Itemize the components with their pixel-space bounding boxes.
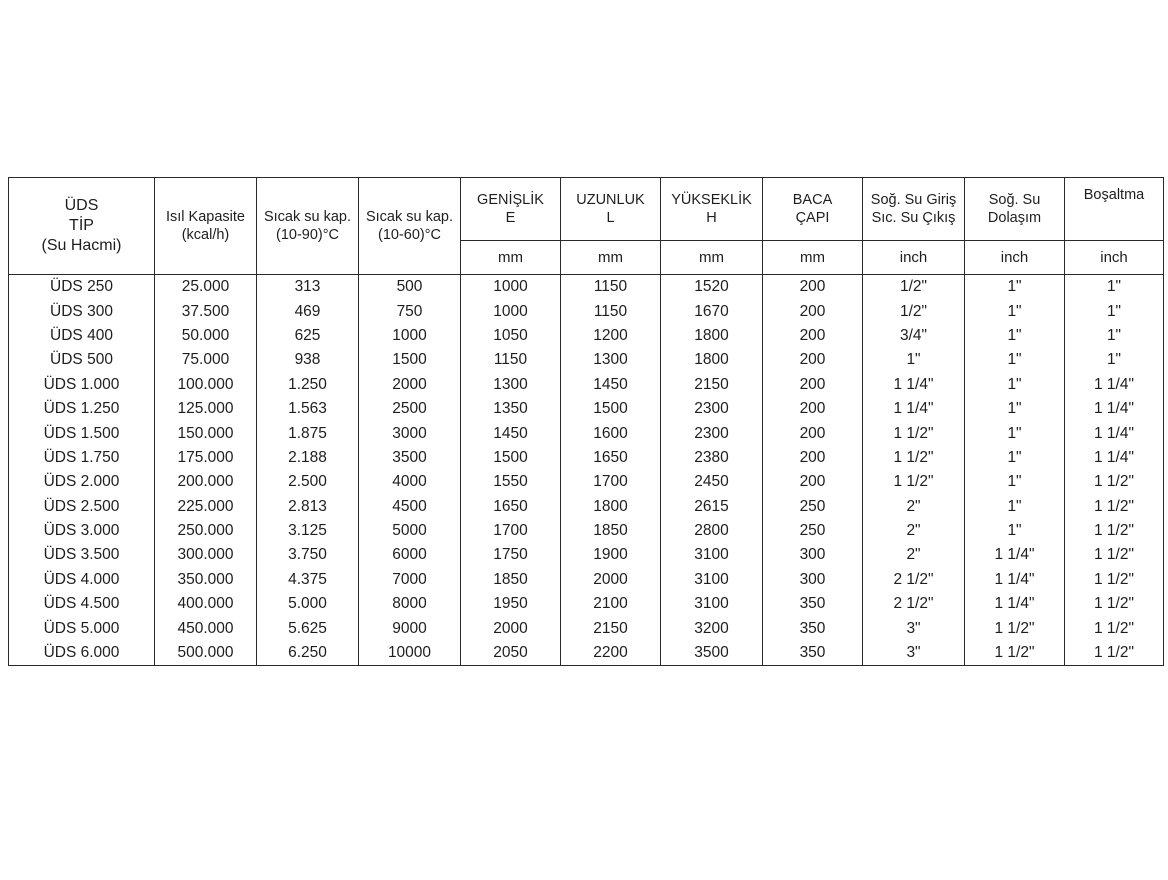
table-row: [9, 275, 1164, 300]
header-yukseklik-line1: YÜKSEKLİK: [671, 192, 752, 208]
cell-uzunluk: 2150: [561, 616, 661, 640]
cell-genislik: 1850: [461, 568, 561, 592]
cell-bosaltma: 1": [1065, 275, 1164, 300]
cell-sicak-60: 3500: [359, 446, 461, 470]
cell-uzunluk: 1850: [561, 519, 661, 543]
spec-table-container: [8, 177, 1163, 666]
cell-tip: ÜDS 3.500: [9, 543, 155, 567]
cell-baca: 200: [763, 299, 863, 323]
cell-sicak-90: 2.188: [257, 446, 359, 470]
table-row: [9, 616, 1164, 640]
table-row: [9, 421, 1164, 445]
header-baca-line1: BACA: [792, 192, 833, 208]
unit-bosaltma: inch: [1065, 241, 1164, 275]
header-baca-line2: ÇAPI: [795, 210, 830, 226]
cell-sicak-90: 2.500: [257, 470, 359, 494]
header-bosaltma-line1: Boşaltma: [1083, 187, 1145, 203]
cell-tip: ÜDS 1.250: [9, 397, 155, 421]
cell-uzunluk: 2200: [561, 641, 661, 666]
cell-dolasim: 1": [965, 470, 1065, 494]
cell-sicak-60: 7000: [359, 568, 461, 592]
cell-sicak-90: 1.875: [257, 421, 359, 445]
cell-uzunluk: 1700: [561, 470, 661, 494]
header-uzunluk: [561, 178, 661, 241]
cell-sicak-60: 10000: [359, 641, 461, 666]
cell-bosaltma: 1 1/2": [1065, 495, 1164, 519]
cell-sog-su: 2": [863, 495, 965, 519]
cell-sicak-90: 3.125: [257, 519, 359, 543]
cell-sicak-90: 2.813: [257, 495, 359, 519]
table-row: [9, 519, 1164, 543]
cell-tip: ÜDS 300: [9, 299, 155, 323]
table-row: [9, 568, 1164, 592]
cell-bosaltma: 1 1/2": [1065, 616, 1164, 640]
cell-kapasite: 300.000: [155, 543, 257, 567]
cell-genislik: 1650: [461, 495, 561, 519]
cell-sicak-90: 1.250: [257, 373, 359, 397]
cell-yukseklik: 2615: [661, 495, 763, 519]
cell-bosaltma: 1": [1065, 324, 1164, 348]
cell-kapasite: 250.000: [155, 519, 257, 543]
table-row: [9, 397, 1164, 421]
cell-sicak-60: 2500: [359, 397, 461, 421]
cell-uzunluk: 1150: [561, 299, 661, 323]
cell-dolasim: 1": [965, 421, 1065, 445]
cell-bosaltma: 1 1/2": [1065, 592, 1164, 616]
cell-dolasim: 1": [965, 299, 1065, 323]
cell-sicak-90: 4.375: [257, 568, 359, 592]
cell-sicak-90: 5.000: [257, 592, 359, 616]
cell-tip: ÜDS 250: [9, 275, 155, 300]
table-row: [9, 495, 1164, 519]
cell-baca: 300: [763, 568, 863, 592]
cell-sog-su: 3": [863, 616, 965, 640]
cell-yukseklik: 1520: [661, 275, 763, 300]
cell-sog-su: 1": [863, 348, 965, 372]
cell-tip: ÜDS 4.000: [9, 568, 155, 592]
header-genislik: [461, 178, 561, 241]
header-uzunluk-line2: L: [606, 210, 615, 226]
cell-kapasite: 150.000: [155, 421, 257, 445]
cell-dolasim: 1 1/2": [965, 616, 1065, 640]
cell-sicak-90: 625: [257, 324, 359, 348]
cell-sog-su: 1 1/2": [863, 470, 965, 494]
cell-tip: ÜDS 400: [9, 324, 155, 348]
cell-kapasite: 175.000: [155, 446, 257, 470]
cell-tip: ÜDS 1.000: [9, 373, 155, 397]
cell-bosaltma: 1 1/4": [1065, 446, 1164, 470]
cell-kapasite: 37.500: [155, 299, 257, 323]
cell-tip: ÜDS 1.500: [9, 421, 155, 445]
cell-yukseklik: 2150: [661, 373, 763, 397]
cell-tip: ÜDS 3.000: [9, 519, 155, 543]
header-sicak-90-line1: Sıcak su kap.: [263, 209, 352, 225]
cell-tip: ÜDS 6.000: [9, 641, 155, 666]
cell-dolasim: 1 1/4": [965, 543, 1065, 567]
cell-yukseklik: 3500: [661, 641, 763, 666]
cell-sicak-60: 4500: [359, 495, 461, 519]
cell-sicak-90: 1.563: [257, 397, 359, 421]
header-dolasim-line1: Soğ. Su: [988, 192, 1041, 208]
cell-genislik: 1500: [461, 446, 561, 470]
unit-yukseklik: mm: [661, 241, 763, 275]
header-sicak-60: [359, 178, 461, 275]
cell-sicak-60: 6000: [359, 543, 461, 567]
cell-sog-su: 3": [863, 641, 965, 666]
header-dolasim-line2: Dolaşım: [987, 210, 1042, 226]
header-sicak-60-line2: (10-60)°C: [377, 227, 441, 243]
table-header: [9, 178, 1164, 275]
header-dolasim: [965, 178, 1065, 241]
cell-yukseklik: 3100: [661, 592, 763, 616]
cell-genislik: 1000: [461, 299, 561, 323]
cell-sicak-60: 5000: [359, 519, 461, 543]
cell-genislik: 1300: [461, 373, 561, 397]
cell-baca: 200: [763, 446, 863, 470]
cell-baca: 350: [763, 592, 863, 616]
cell-baca: 300: [763, 543, 863, 567]
cell-yukseklik: 2800: [661, 519, 763, 543]
header-sog-su-line2: Sıc. Su Çıkış: [871, 210, 956, 226]
cell-genislik: 1700: [461, 519, 561, 543]
header-uzunluk-line1: UZUNLUK: [576, 192, 645, 208]
cell-bosaltma: 1": [1065, 299, 1164, 323]
cell-baca: 200: [763, 397, 863, 421]
cell-baca: 250: [763, 519, 863, 543]
cell-kapasite: 400.000: [155, 592, 257, 616]
header-sicak-90: [257, 178, 359, 275]
cell-sicak-90: 6.250: [257, 641, 359, 666]
table-row: [9, 299, 1164, 323]
spec-table: [8, 177, 1164, 666]
cell-sog-su: 1 1/4": [863, 397, 965, 421]
cell-yukseklik: 1800: [661, 324, 763, 348]
cell-genislik: 1750: [461, 543, 561, 567]
cell-kapasite: 225.000: [155, 495, 257, 519]
cell-bosaltma: 1 1/2": [1065, 470, 1164, 494]
cell-genislik: 1150: [461, 348, 561, 372]
cell-sicak-60: 1500: [359, 348, 461, 372]
cell-uzunluk: 2000: [561, 568, 661, 592]
header-genislik-line2: E: [505, 210, 516, 226]
cell-baca: 350: [763, 641, 863, 666]
cell-yukseklik: 2450: [661, 470, 763, 494]
cell-kapasite: 100.000: [155, 373, 257, 397]
unit-sog-su: inch: [863, 241, 965, 275]
cell-tip: ÜDS 4.500: [9, 592, 155, 616]
cell-kapasite: 75.000: [155, 348, 257, 372]
cell-genislik: 2050: [461, 641, 561, 666]
cell-yukseklik: 2300: [661, 421, 763, 445]
cell-baca: 350: [763, 616, 863, 640]
cell-sog-su: 1/2": [863, 299, 965, 323]
cell-dolasim: 1": [965, 348, 1065, 372]
cell-sicak-60: 3000: [359, 421, 461, 445]
cell-tip: ÜDS 500: [9, 348, 155, 372]
cell-sog-su: 3/4": [863, 324, 965, 348]
cell-baca: 200: [763, 470, 863, 494]
cell-sog-su: 2 1/2": [863, 568, 965, 592]
cell-sog-su: 1/2": [863, 275, 965, 300]
cell-sicak-60: 1000: [359, 324, 461, 348]
cell-bosaltma: 1 1/4": [1065, 397, 1164, 421]
cell-uzunluk: 1300: [561, 348, 661, 372]
header-sicak-60-line1: Sıcak su kap.: [365, 209, 454, 225]
table-row: [9, 543, 1164, 567]
cell-yukseklik: 2380: [661, 446, 763, 470]
cell-yukseklik: 1800: [661, 348, 763, 372]
unit-baca: mm: [763, 241, 863, 275]
cell-uzunluk: 1200: [561, 324, 661, 348]
cell-baca: 200: [763, 324, 863, 348]
cell-uzunluk: 1900: [561, 543, 661, 567]
cell-dolasim: 1": [965, 373, 1065, 397]
header-tip: [9, 178, 155, 275]
unit-genislik: mm: [461, 241, 561, 275]
cell-baca: 200: [763, 373, 863, 397]
cell-yukseklik: 3200: [661, 616, 763, 640]
cell-genislik: 1550: [461, 470, 561, 494]
cell-sog-su: 2": [863, 519, 965, 543]
header-tip-line3: (Su Hacmi): [41, 237, 122, 254]
cell-sicak-90: 3.750: [257, 543, 359, 567]
cell-uzunluk: 1150: [561, 275, 661, 300]
cell-sog-su: 1 1/2": [863, 446, 965, 470]
cell-uzunluk: 1600: [561, 421, 661, 445]
cell-bosaltma: 1 1/4": [1065, 421, 1164, 445]
cell-bosaltma: 1 1/2": [1065, 543, 1164, 567]
cell-genislik: 1000: [461, 275, 561, 300]
header-sog-su-line1: Soğ. Su Giriş: [870, 192, 957, 208]
cell-uzunluk: 1450: [561, 373, 661, 397]
cell-dolasim: 1": [965, 495, 1065, 519]
cell-dolasim: 1 1/4": [965, 592, 1065, 616]
cell-sog-su: 2": [863, 543, 965, 567]
table-row: [9, 470, 1164, 494]
cell-uzunluk: 1500: [561, 397, 661, 421]
unit-uzunluk: mm: [561, 241, 661, 275]
cell-genislik: 1350: [461, 397, 561, 421]
cell-sicak-60: 4000: [359, 470, 461, 494]
cell-tip: ÜDS 5.000: [9, 616, 155, 640]
cell-sog-su: 2 1/2": [863, 592, 965, 616]
cell-sicak-60: 2000: [359, 373, 461, 397]
cell-kapasite: 200.000: [155, 470, 257, 494]
cell-genislik: 1050: [461, 324, 561, 348]
table-row: [9, 641, 1164, 666]
cell-bosaltma: 1 1/2": [1065, 568, 1164, 592]
cell-sicak-60: 9000: [359, 616, 461, 640]
table-row: [9, 348, 1164, 372]
cell-dolasim: 1 1/4": [965, 568, 1065, 592]
cell-bosaltma: 1 1/2": [1065, 641, 1164, 666]
cell-kapasite: 25.000: [155, 275, 257, 300]
header-kapasite-line2: (kcal/h): [181, 227, 230, 243]
header-sicak-90-line2: (10-90)°C: [275, 227, 339, 243]
cell-dolasim: 1": [965, 446, 1065, 470]
cell-sicak-90: 5.625: [257, 616, 359, 640]
header-kapasite: [155, 178, 257, 275]
header-sog-su: [863, 178, 965, 241]
cell-baca: 250: [763, 495, 863, 519]
cell-kapasite: 500.000: [155, 641, 257, 666]
cell-dolasim: 1": [965, 397, 1065, 421]
header-genislik-line1: GENİŞLİK: [477, 192, 544, 208]
unit-dolasim: inch: [965, 241, 1065, 275]
table-row: [9, 373, 1164, 397]
cell-sicak-60: 500: [359, 275, 461, 300]
cell-sicak-60: 8000: [359, 592, 461, 616]
cell-uzunluk: 1650: [561, 446, 661, 470]
header-yukseklik-line2: H: [706, 210, 717, 226]
cell-kapasite: 50.000: [155, 324, 257, 348]
cell-tip: ÜDS 2.000: [9, 470, 155, 494]
cell-bosaltma: 1 1/4": [1065, 373, 1164, 397]
cell-baca: 200: [763, 275, 863, 300]
header-tip-line2: TİP: [69, 217, 94, 234]
cell-kapasite: 125.000: [155, 397, 257, 421]
cell-bosaltma: 1 1/2": [1065, 519, 1164, 543]
header-baca: [763, 178, 863, 241]
cell-dolasim: 1": [965, 275, 1065, 300]
cell-sicak-90: 313: [257, 275, 359, 300]
cell-genislik: 1450: [461, 421, 561, 445]
cell-sicak-90: 469: [257, 299, 359, 323]
cell-dolasim: 1 1/2": [965, 641, 1065, 666]
cell-tip: ÜDS 1.750: [9, 446, 155, 470]
cell-kapasite: 350.000: [155, 568, 257, 592]
cell-kapasite: 450.000: [155, 616, 257, 640]
cell-dolasim: 1": [965, 324, 1065, 348]
cell-dolasim: 1": [965, 519, 1065, 543]
cell-sicak-60: 750: [359, 299, 461, 323]
cell-yukseklik: 2300: [661, 397, 763, 421]
header-kapasite-line1: Isıl Kapasite: [166, 209, 245, 225]
cell-yukseklik: 1670: [661, 299, 763, 323]
cell-yukseklik: 3100: [661, 568, 763, 592]
cell-sicak-90: 938: [257, 348, 359, 372]
cell-baca: 200: [763, 421, 863, 445]
table-row: [9, 324, 1164, 348]
table-row: [9, 592, 1164, 616]
cell-genislik: 2000: [461, 616, 561, 640]
cell-sog-su: 1 1/2": [863, 421, 965, 445]
cell-uzunluk: 2100: [561, 592, 661, 616]
cell-tip: ÜDS 2.500: [9, 495, 155, 519]
cell-sog-su: 1 1/4": [863, 373, 965, 397]
cell-bosaltma: 1": [1065, 348, 1164, 372]
cell-genislik: 1950: [461, 592, 561, 616]
table-row: [9, 446, 1164, 470]
cell-yukseklik: 3100: [661, 543, 763, 567]
cell-uzunluk: 1800: [561, 495, 661, 519]
table-body: [9, 275, 1164, 666]
cell-baca: 200: [763, 348, 863, 372]
header-tip-line1: ÜDS: [64, 197, 99, 214]
header-yukseklik: [661, 178, 763, 241]
header-bosaltma: [1065, 178, 1164, 241]
